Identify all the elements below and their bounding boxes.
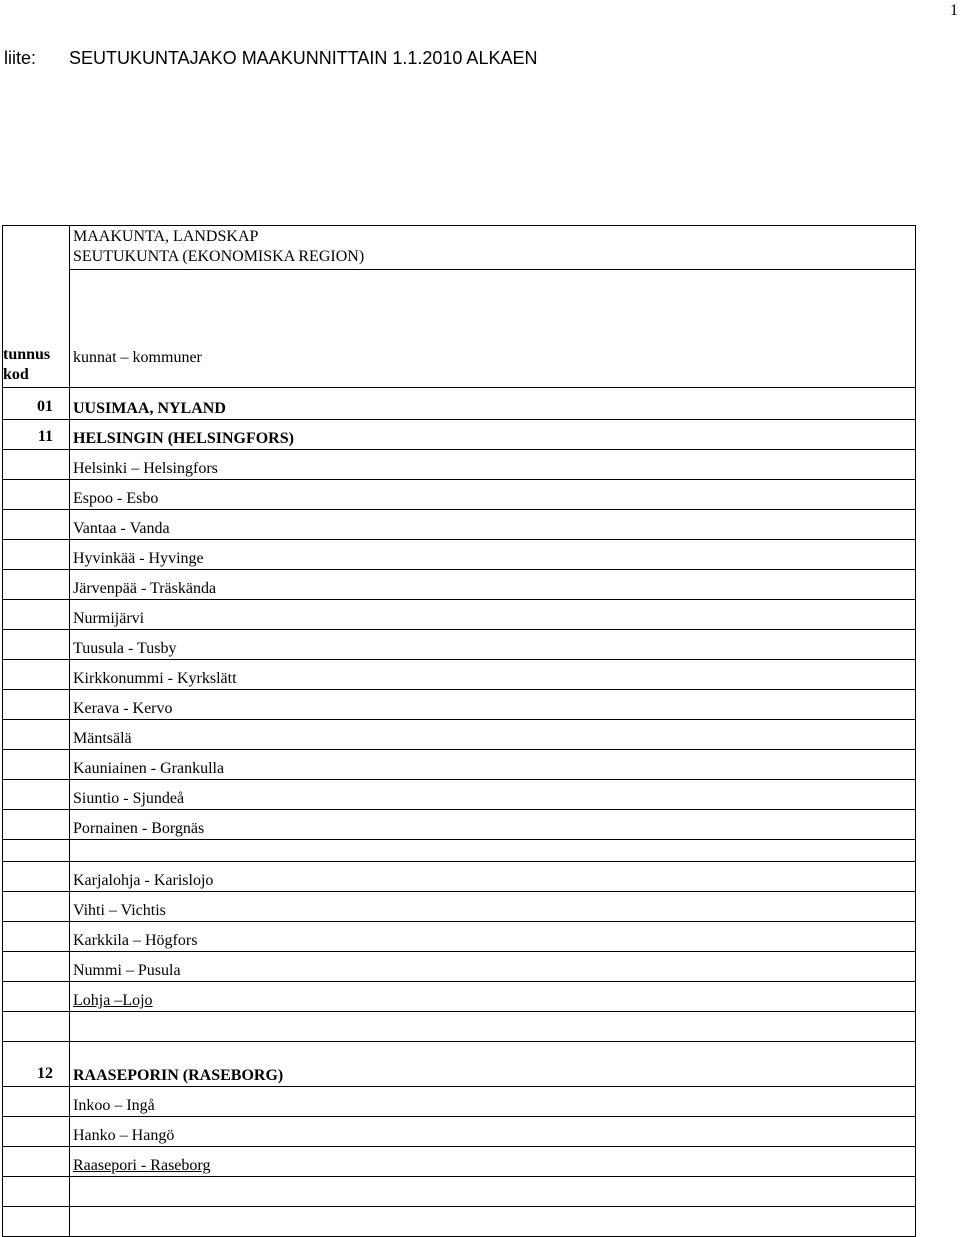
table-heading-row	[3, 226, 916, 270]
table-row-empty	[3, 1012, 916, 1042]
table-row	[3, 660, 916, 690]
table-row	[3, 952, 916, 982]
col-code-line-2: kod	[3, 366, 29, 383]
table-heading	[70, 226, 916, 270]
table-row	[3, 1147, 916, 1177]
municipality: Kirkkonummi - Kyrkslätt	[70, 660, 916, 690]
subregion-row	[3, 1042, 916, 1087]
municipality: Vihti – Vichtis	[70, 892, 916, 922]
column-header-row	[3, 270, 916, 388]
region-code: 01	[3, 388, 70, 420]
col-code-line-1: tunnus	[3, 346, 51, 363]
municipality: Raasepori - Raseborg	[70, 1147, 916, 1177]
document-title: SEUTUKUNTAJAKO MAAKUNNITTAIN 1.1.2010 ALKAEN	[69, 48, 538, 68]
table-row	[3, 600, 916, 630]
municipality: Siuntio - Sjundeå	[70, 780, 916, 810]
municipality: Nummi – Pusula	[70, 952, 916, 982]
subregion-row	[3, 420, 916, 450]
table-row	[3, 892, 916, 922]
table-row	[3, 810, 916, 840]
page-number: 1	[950, 2, 958, 19]
municipality: Kauniainen - Grankulla	[70, 750, 916, 780]
municipality: Tuusula - Tusby	[70, 630, 916, 660]
municipality: Inkoo – Ingå	[70, 1087, 916, 1117]
region-row	[3, 388, 916, 420]
municipality: Kerava - Kervo	[70, 690, 916, 720]
municipality: Nurmijärvi	[70, 600, 916, 630]
municipality: Karkkila – Högfors	[70, 922, 916, 952]
subregion-code: 11	[3, 420, 70, 450]
subregion-code: 12	[3, 1042, 70, 1087]
table-row	[3, 480, 916, 510]
table-row	[3, 750, 916, 780]
table-row	[3, 630, 916, 660]
table-row-empty	[3, 840, 916, 862]
column-header-code	[3, 270, 70, 388]
table-row	[3, 510, 916, 540]
table-row	[3, 862, 916, 892]
attachment-label: liite:	[4, 48, 37, 68]
subregion-name: HELSINGIN (HELSINGFORS)	[70, 420, 916, 450]
column-header-municipalities: kunnat – kommuner	[70, 270, 916, 388]
region-name: UUSIMAA, NYLAND	[70, 388, 916, 420]
region-table	[2, 225, 916, 1237]
table-row-empty	[3, 1177, 916, 1207]
table-row	[3, 780, 916, 810]
table-row	[3, 922, 916, 952]
table-row	[3, 540, 916, 570]
table-row	[3, 450, 916, 480]
municipality: Hanko – Hangö	[70, 1117, 916, 1147]
municipality: Karjalohja - Karislojo	[70, 862, 916, 892]
municipality: Lohja –Lojo	[70, 982, 916, 1012]
municipality: Vantaa - Vanda	[70, 510, 916, 540]
municipality: Hyvinkää - Hyvinge	[70, 540, 916, 570]
subregion-name: RAASEPORIN (RASEBORG)	[70, 1042, 916, 1087]
document-header	[4, 48, 537, 69]
table-row	[3, 720, 916, 750]
table-row	[3, 1117, 916, 1147]
table-row	[3, 690, 916, 720]
municipality: Espoo - Esbo	[70, 480, 916, 510]
municipality: Järvenpää - Träskända	[70, 570, 916, 600]
table-row-empty	[3, 1207, 916, 1237]
municipality: Helsinki – Helsingfors	[70, 450, 916, 480]
table-row	[3, 570, 916, 600]
heading-line-2: SEUTUKUNTA (EKONOMISKA REGION)	[73, 248, 365, 265]
municipality: Pornainen - Borgnäs	[70, 810, 916, 840]
heading-line-1: MAAKUNTA, LANDSKAP	[73, 228, 259, 245]
table-row	[3, 1087, 916, 1117]
table-row	[3, 982, 916, 1012]
municipality: Mäntsälä	[70, 720, 916, 750]
